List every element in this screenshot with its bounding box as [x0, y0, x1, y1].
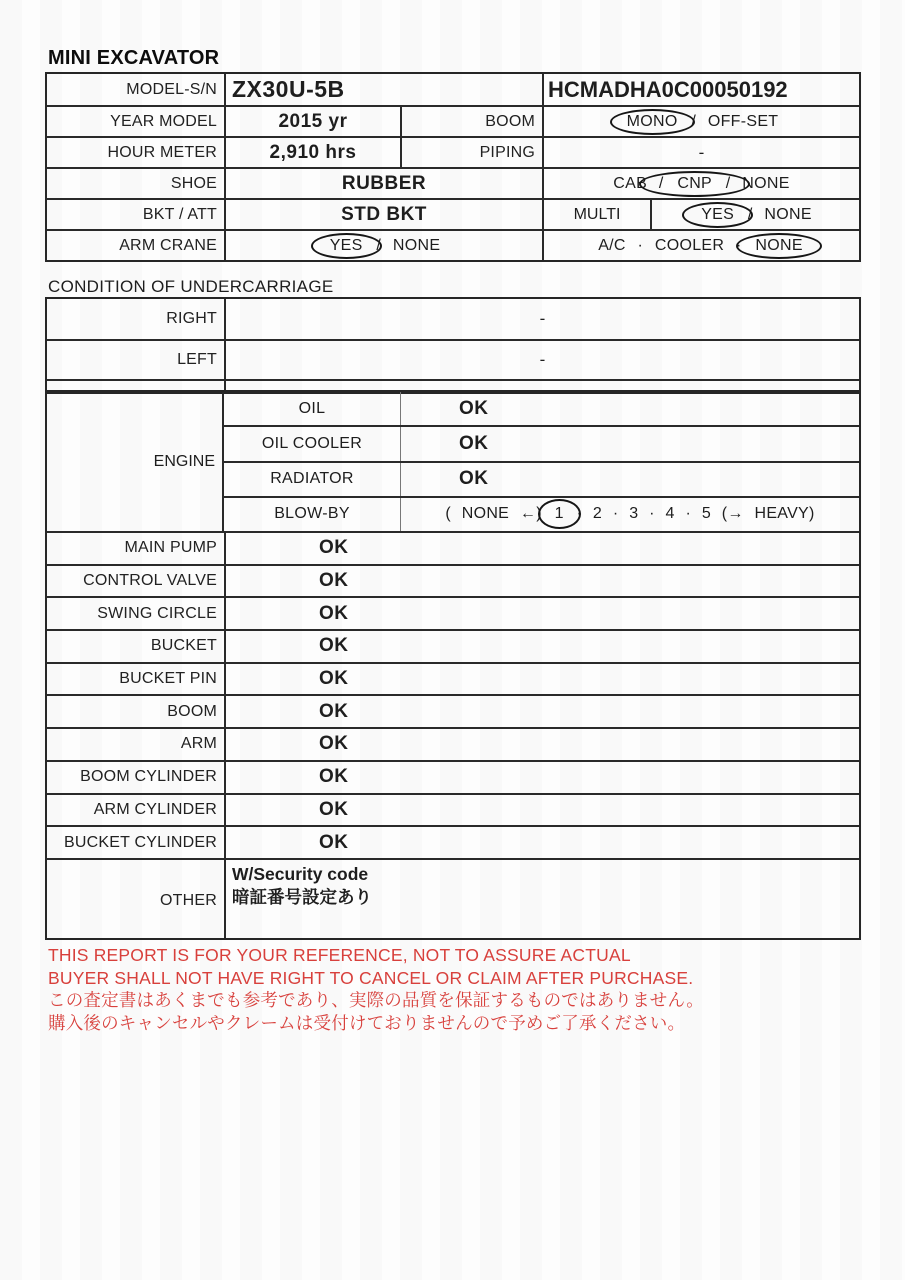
boom-mono-circle-annotation: MONO [610, 109, 695, 135]
table-row [47, 662, 859, 695]
undercarriage-section-heading: CONDITION OF UNDERCARRIAGE [48, 277, 334, 296]
disclaimer-line-3-jp: この査定書はあくまでも参考であり、実際の品質を保証するものではありません。 [48, 990, 704, 1010]
cab-option-before: CAB / [613, 174, 664, 192]
bucket-cylinder-label: BUCKET CYLINDER [64, 833, 217, 851]
multi-options [650, 200, 859, 229]
arm-row-value: OK [224, 729, 859, 760]
hour-meter-value: 2,910 hrs [224, 138, 400, 167]
undercarriage-left-value: - [224, 341, 859, 379]
multi-yes-circle-annotation: YES [682, 202, 753, 228]
model-sn-label: MODEL-S/N [126, 80, 217, 98]
table-row [47, 727, 859, 760]
engine-label: ENGINE [47, 392, 224, 531]
undercarriage-left-label: LEFT [177, 351, 217, 368]
bucket-cylinder-value: OK [224, 827, 859, 858]
swing-circle-label: SWING CIRCLE [97, 604, 217, 622]
disclaimer-line-2: BUYER SHALL NOT HAVE RIGHT TO CANCEL OR CLAIM AFTER PURCHASE. [48, 967, 694, 988]
bkt-att-value: STD BKT [224, 200, 542, 229]
control-valve-value: OK [224, 566, 859, 597]
table-row [47, 825, 859, 858]
other-line-security-code-jp: 暗証番号設定あり [232, 886, 372, 907]
table-row [47, 760, 859, 793]
piping-value: - [542, 138, 859, 167]
undercarriage-right-value: - [224, 299, 859, 339]
table-row [47, 136, 859, 167]
boom-row-label: BOOM [167, 702, 217, 720]
disclaimer-block [48, 944, 704, 1034]
boom-label: BOOM [400, 107, 542, 136]
table-row [47, 229, 859, 260]
arm-crane-label: ARM CRANE [119, 236, 217, 254]
swing-circle-value: OK [224, 598, 859, 629]
bucket-pin-label: BUCKET PIN [119, 670, 217, 688]
table-row [47, 629, 859, 662]
other-label: OTHER [160, 891, 217, 909]
table-row [47, 339, 859, 379]
undercarriage-right-label: RIGHT [166, 310, 217, 327]
piping-label: PIPING [400, 138, 542, 167]
engine-radiator-label: RADIATOR [270, 470, 354, 488]
engine-blowby-label: BLOW-BY [274, 505, 350, 523]
boom-row-value: OK [224, 696, 859, 727]
cab-option-after: / NONE [725, 174, 790, 192]
arm-cylinder-value: OK [224, 795, 859, 826]
other-value [224, 860, 859, 938]
engine-oil-value: OK [400, 392, 859, 425]
spec-table [45, 72, 861, 262]
engine-section [47, 392, 859, 531]
engine-oil-cooler-label: OIL COOLER [261, 434, 363, 452]
ac-none-circle-annotation: NONE [736, 233, 821, 259]
table-row [47, 531, 859, 564]
table-row [47, 105, 859, 136]
multi-option-rest: / NONE [747, 205, 812, 223]
blowby-scale-after: · 2 · 3 · 4 · 5 (→ HEAVY) [576, 505, 815, 523]
shoe-value: RUBBER [224, 169, 542, 198]
table-row [47, 858, 859, 938]
bucket-pin-value: OK [224, 664, 859, 695]
boom-option-rest: / OFF-SET [691, 112, 779, 130]
ac-cooler-before: A/C · COOLER · [598, 236, 742, 254]
engine-subrows [224, 392, 859, 531]
blowby-scale-before: ( NONE ←) [445, 505, 542, 523]
arm-crane-options [224, 231, 542, 260]
cab-cnp-circle-annotation: CNP [639, 171, 750, 197]
boom-cylinder-value: OK [224, 762, 859, 793]
hour-meter-label: HOUR METER [107, 143, 217, 161]
page-title: MINI EXCAVATOR [48, 47, 220, 69]
main-pump-label: MAIN PUMP [124, 539, 217, 557]
engine-radiator-value: OK [400, 463, 859, 496]
serial-number-value: HCMADHA0C00050192 [542, 74, 859, 105]
table-row [224, 425, 859, 460]
other-line-security-code: W/Security code [232, 863, 369, 884]
table-row [47, 167, 859, 198]
table-row [47, 564, 859, 597]
blowby-1-circle-annotation: 1 [538, 499, 581, 529]
year-model-value: 2015 yr [224, 107, 400, 136]
table-row [47, 198, 859, 229]
table-row [224, 461, 859, 496]
arm-crane-yes-circle-annotation: YES [311, 233, 382, 259]
table-row [224, 392, 859, 425]
disclaimer-line-1: THIS REPORT IS FOR YOUR REFERENCE, NOT TO ASSURE ACTUAL [48, 945, 631, 965]
arm-cylinder-label: ARM CYLINDER [93, 800, 217, 818]
engine-oil-cooler-value: OK [400, 427, 859, 460]
engine-blowby-scale [400, 498, 859, 531]
table-row [47, 694, 859, 727]
bucket-value: OK [224, 631, 859, 662]
arm-row-label: ARM [180, 735, 217, 753]
engine-oil-label: OIL [298, 399, 326, 417]
year-model-label: YEAR MODEL [110, 112, 217, 130]
table-row [47, 793, 859, 826]
control-valve-label: CONTROL VALVE [83, 572, 217, 590]
disclaimer-line-4-jp: 購入後のキャンセルやクレームは受付けておりませんので予めご了承ください。 [48, 1012, 686, 1033]
multi-label: MULTI [542, 200, 650, 229]
undercarriage-table [45, 297, 861, 394]
main-pump-value: OK [224, 533, 859, 564]
ac-cooler-options [542, 231, 859, 260]
boom-options [542, 107, 859, 136]
table-row [47, 299, 859, 339]
model-sn-value: ZX30U-5B [224, 74, 542, 105]
shoe-label: SHOE [170, 174, 217, 192]
arm-crane-option-rest: / NONE [376, 236, 441, 254]
table-row [47, 74, 859, 105]
table-row [47, 596, 859, 629]
boom-cylinder-label: BOOM CYLINDER [80, 768, 217, 786]
bkt-att-label: BKT / ATT [142, 205, 217, 223]
bucket-label: BUCKET [150, 637, 217, 655]
cab-options [542, 169, 859, 198]
inspection-table [45, 390, 861, 940]
table-row [224, 496, 859, 531]
